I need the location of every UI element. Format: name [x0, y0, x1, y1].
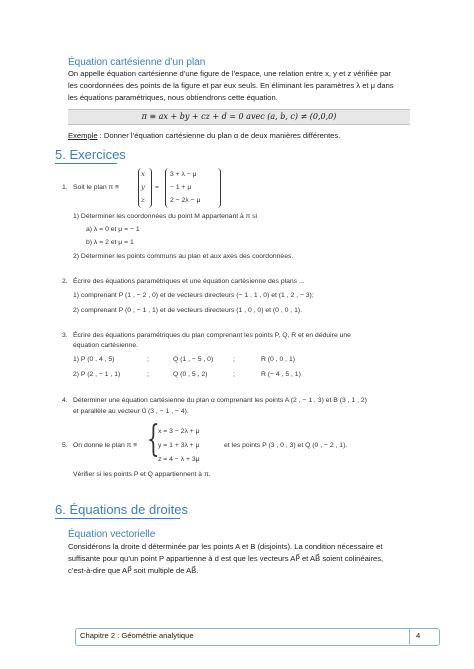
point-cell: 1) P (0 , 4 , 5): [73, 356, 115, 363]
matrix-var: y: [141, 183, 145, 191]
matrix-value: 2 − 2λ − μ: [170, 197, 201, 204]
system-brace: {: [147, 419, 160, 460]
matrix-var: x: [141, 170, 145, 178]
question-line: 1) Déterminer les coordonnées du point M appartenant à π si: [73, 213, 258, 220]
question-line: 2) Déterminer les points communs au plan et aux axes des coordonnées.: [73, 253, 294, 260]
subsection-title: Équation cartésienne d’un plan: [68, 57, 206, 68]
exercise-text: et parallèle au vecteur u⃗ (3 , − 1 , − 4).: [73, 408, 189, 415]
exercise-number: 4.: [62, 397, 68, 404]
example-label: Exemple: [68, 131, 98, 140]
subsection-title: Équation vectorielle: [68, 529, 156, 540]
question-line: b) λ = 2 et μ = 1: [86, 239, 134, 246]
exercise-text: équation cartésienne.: [73, 342, 138, 349]
separator: ;: [233, 371, 235, 378]
separator: ;: [147, 356, 149, 363]
system-equation: x = 3 − 2λ + μ: [158, 428, 200, 435]
question-line: 2) comprenant P (0 , − 1 , 1) et de vecteurs directeurs (1 , 0 , 0) et (0 , 0 , 1).: [73, 307, 302, 314]
separator: ;: [147, 371, 149, 378]
exercise-number: 2.: [62, 278, 68, 285]
system-equation: z = 4 − λ + 3μ: [158, 456, 200, 463]
paragraph-line: suffisante pour qu’un point P appartienne à d est que les vecteurs AP⃗ et AB⃗ soient colinéaires,: [68, 554, 384, 563]
system-equation: y = 1 + 3λ + μ: [158, 442, 200, 449]
paragraph-line: les équations paramétriques, nous obtiendrons cette équation.: [68, 93, 278, 102]
question-line: 1) comprenant P (1 , − 2 , 0) et de vecteurs directeurs (− 1 , 1 , 0) et (1 , 2 , − 3);: [73, 292, 314, 299]
cartesian-formula: π ≡ ax + by + cz + d = 0 avec (a, b, c) ≠ (0,0,0): [68, 109, 410, 125]
matrix-var: z: [141, 196, 145, 204]
page-number: 4: [416, 631, 421, 640]
point-cell: Q (1 , − 5 , 0): [173, 356, 214, 363]
exercise-intro: Soit le plan π ≡: [73, 184, 120, 191]
point-cell: 2) P (2 , − 1 , 1): [73, 371, 121, 378]
exercise-text: Écrire des équations paramétriques et une équation cartésienne des plans ...: [73, 278, 305, 285]
point-cell: R (0 , 0 , 1): [261, 356, 295, 363]
paragraph-line: les coordonnées des points de la figure et par eux seuls. En éliminant les paramètres λ et μ dans: [68, 81, 394, 90]
section-title: 6. Équations de droites: [55, 502, 188, 517]
paragraph-line: On appelle équation cartésienne d’une figure de l’espace, une relation entre x, y et z vérifiée par: [68, 69, 391, 78]
matrix-value: − 1 + μ: [170, 184, 192, 191]
exercise-number: 3.: [62, 332, 68, 339]
section-underline: [55, 163, 117, 164]
equals-sign: =: [155, 184, 159, 191]
separator: ;: [233, 356, 235, 363]
point-cell: R (− 4 , 5 , 1): [261, 371, 301, 378]
point-cell: Q (0 , 5 , 2): [173, 371, 208, 378]
example-text: : Donner l’équation cartésienne du plan α de deux manières différentes.: [97, 131, 341, 140]
exercise-text: Écrire des équations paramétriques du plan comprenant les points P, Q, R et en déduire une: [73, 332, 351, 339]
example-line: [68, 130, 340, 142]
paragraph-line: Considérons la droite d déterminée par les points A et B (disjoints). La condition nécessaire et: [68, 542, 383, 551]
question-line: a) λ = 0 et μ = − 1: [86, 226, 140, 233]
exercise-number: 5.: [62, 442, 68, 449]
section-underline: [55, 518, 180, 519]
footer-divider: [409, 629, 410, 644]
exercise-text: Vérifier si les points P et Q appartiennent à π.: [73, 471, 211, 478]
exercise-number: 1.: [62, 184, 68, 191]
section-title: 5. Exercices: [55, 147, 126, 162]
matrix-value: 3 + λ − μ: [170, 171, 197, 178]
paragraph-line: c’est-à-dire que AP⃗ soit multiple de AB⃗.: [68, 566, 199, 575]
exercise-text: et les points P (3 , 0 , 3) et Q (0 , − 2 , 1).: [224, 442, 348, 449]
exercise-intro: On donne le plan π ≡: [73, 442, 138, 449]
footer-chapter: Chapitre 2 : Géométrie analytique: [80, 631, 194, 640]
exercise-text: Déterminer une équation cartésienne du plan α comprenant les points A (2 , − 1 , 3) et B (3 , 1 , 2): [73, 397, 367, 404]
